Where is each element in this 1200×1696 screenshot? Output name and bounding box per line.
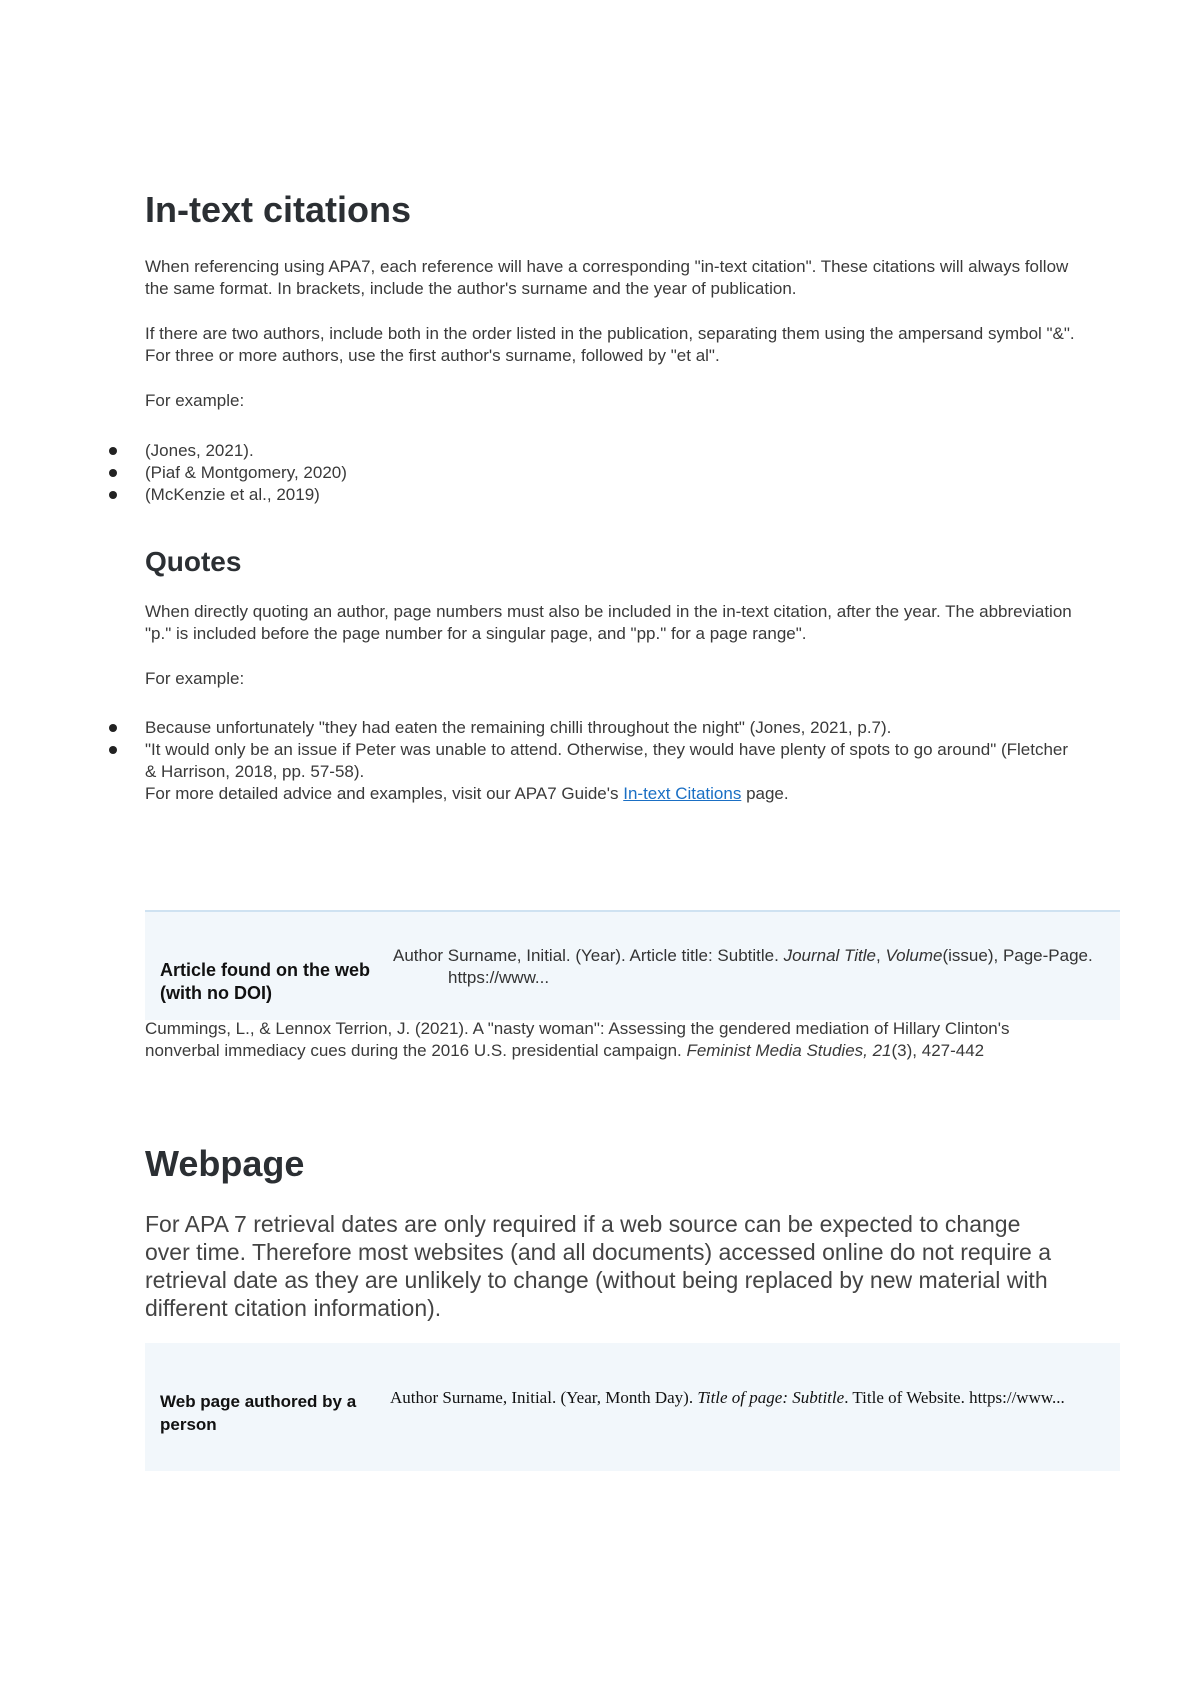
bullet-icon bbox=[109, 469, 117, 477]
list-item: (Piaf & Montgomery, 2020) bbox=[0, 462, 1100, 484]
quotes-example-label: For example: bbox=[145, 669, 245, 688]
article-format: Author Surname, Initial. (Year). Article title: Subtitle. Journal Title, Volume(issue), Page-Page. https://www... bbox=[393, 946, 1093, 987]
article-example: Cummings, L., & Lennox Terrion, J. (2021). A "nasty woman": Assessing the gendered mediation of Hillary Clinton's nonverbal immediacy cues during the 2016 U.S. presidential campaign. Feminist Media Studies, 21(3), 427-442 bbox=[145, 1019, 1010, 1060]
more-info-line: For more detailed advice and examples, visit our APA7 Guide's In-text Citations page. bbox=[145, 784, 789, 803]
intext-example-list bbox=[0, 440, 1100, 506]
bullet-icon bbox=[109, 491, 117, 499]
intext-citations-link[interactable]: In-text Citations bbox=[623, 784, 742, 803]
webpage-row-label: Web page authored by a person bbox=[160, 1392, 357, 1434]
intext-example-label: For example: bbox=[145, 391, 245, 410]
quotes-paragraph: When directly quoting an author, page numbers must also be included in the in-text citation, after the year. The abbreviation "p." is included before the page number for a singular page, and "pp." for a page range". bbox=[145, 602, 1072, 643]
list-item: (Jones, 2021). bbox=[0, 440, 1100, 462]
quotes-example-list bbox=[0, 717, 1070, 783]
webpage-format: Author Surname, Initial. (Year, Month Day). Title of page: Subtitle. Title of Website. https://www... bbox=[390, 1388, 1065, 1407]
intext-paragraph-2: If there are two authors, include both in the order listed in the publication, separating them using the ampersand symbol "&". For three or more authors, use the first author's surname, followed by "et al". bbox=[145, 324, 1075, 365]
webpage-paragraph: For APA 7 retrieval dates are only required if a web source can be expected to change over time. Therefore most websites (and all documents) accessed online do not require a retrieval date as they are unlikely to change (without being replaced by new material with different citation information). bbox=[145, 1211, 1051, 1321]
article-format-row bbox=[145, 910, 1120, 1020]
list-item: (McKenzie et al., 2019) bbox=[0, 484, 1100, 506]
bullet-icon bbox=[109, 746, 117, 754]
intext-paragraph-1: When referencing using APA7, each reference will have a corresponding "in-text citation". These citations will always follow the same format. In brackets, include the author's surname and the year of publication. bbox=[145, 257, 1069, 298]
bullet-icon bbox=[109, 724, 117, 732]
bullet-icon bbox=[109, 447, 117, 455]
webpage-format-row bbox=[145, 1343, 1120, 1471]
webpage-title: Webpage bbox=[145, 1143, 305, 1184]
list-item: Because unfortunately "they had eaten the remaining chilli throughout the night" (Jones, 2021, p.7). bbox=[0, 717, 1070, 739]
intext-title: In-text citations bbox=[145, 189, 412, 230]
list-item: "It would only be an issue if Peter was unable to attend. Otherwise, they would have plenty of spots to go around" (Fletcher & Harrison, 2018, pp. 57-58). bbox=[0, 739, 1070, 783]
quotes-title: Quotes bbox=[145, 546, 242, 577]
article-row-label: Article found on the web (with no DOI) bbox=[160, 960, 370, 1003]
